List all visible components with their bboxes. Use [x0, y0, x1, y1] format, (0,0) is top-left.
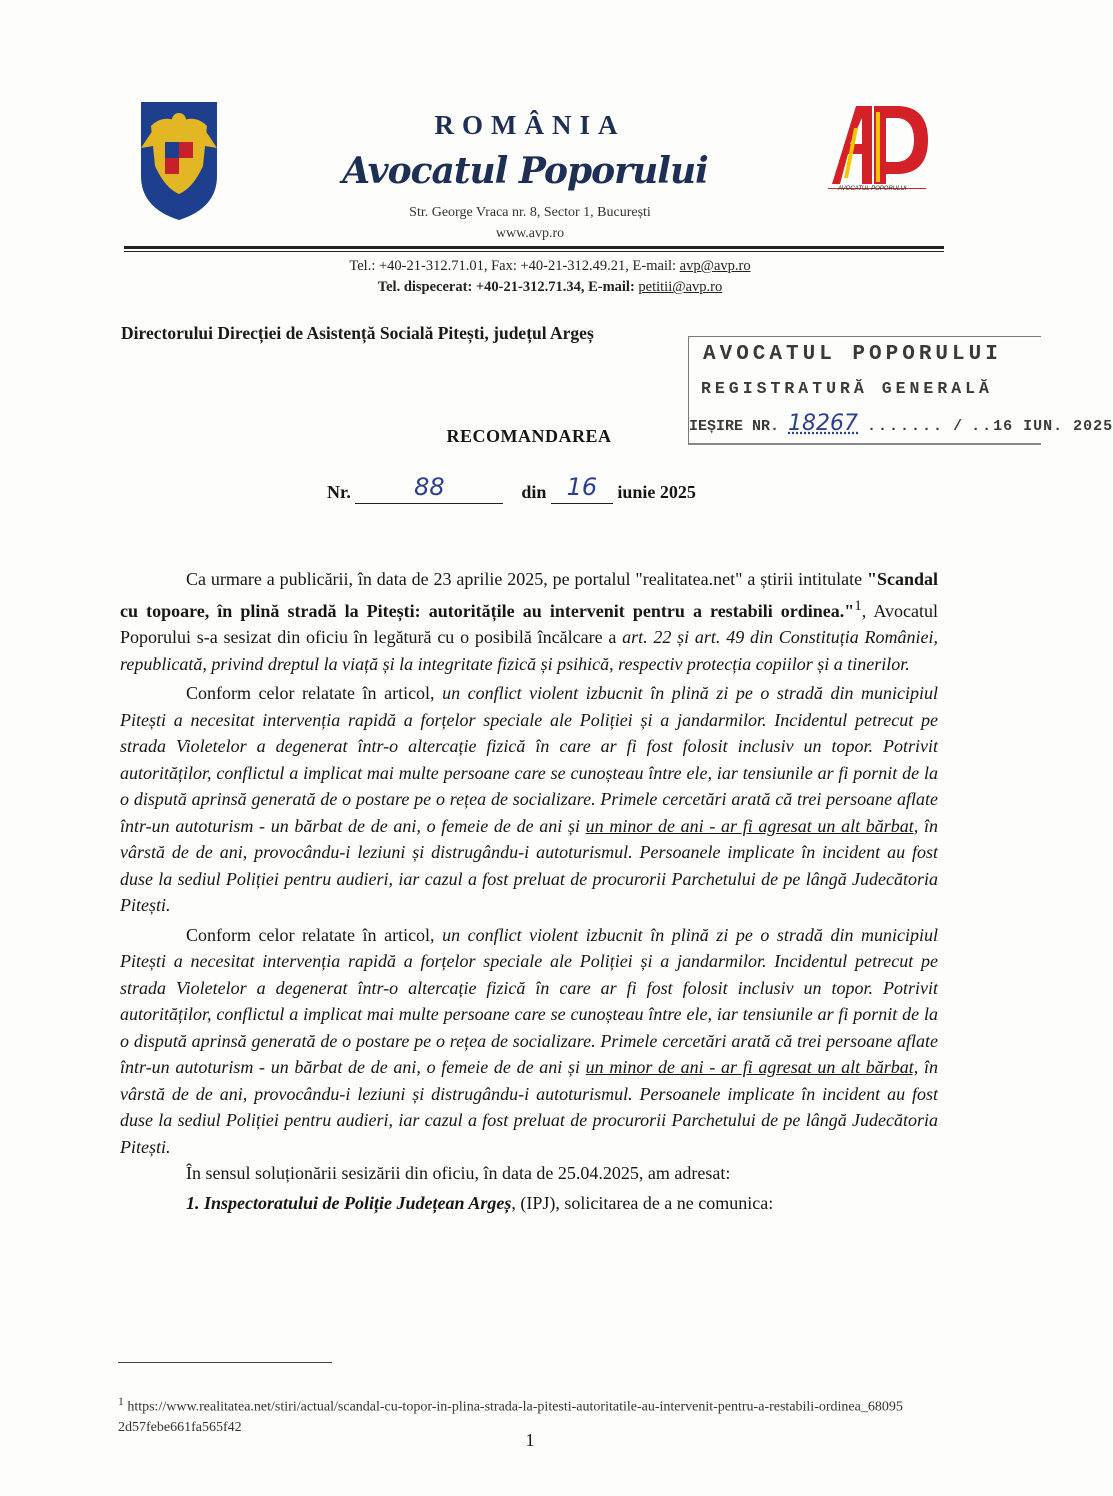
registration-line: [327, 473, 696, 504]
header-divider: [124, 246, 944, 249]
paragraph-intro: Ca urmare a publicării, în data de 23 aprilie 2025, pe portalul "realitatea.net" a știrii intitulate "Scandal cu topoare, în plină stradă la Pitești: autoritățile au intervenit pentru a restabili ordinea."$^1$, Avocatul Poporului s-a sesizat din oficiu în legătură cu o posibilă încălcare a art. 22 și art. 49 din Constituția României, republicată, privind dreptul la viață și la integritate fizică și psihică, respectiv protecția copiilor și a tinerilor.: [120, 569, 939, 674]
header-divider-thin: [124, 251, 944, 252]
registry-stamp: [688, 336, 1113, 445]
paragraph-actions: În sensul soluționării sesizării din oficiu, în data de 25.04.2025, am adresat:: [186, 1163, 731, 1183]
institution-name: Avocatul Poporului: [342, 150, 708, 192]
logo-caption: AVOCATUL POPORULUI: [838, 186, 907, 192]
contact-line-1: [240, 258, 860, 275]
petitions-email-link[interactable]: petitii@avp.ro: [638, 279, 723, 295]
avocatul-poporului-logo: [818, 98, 936, 202]
paragraph-article-summary: Conform celor relatate în articol, un conflict violent izbucnit în plină zi pe o stradă din municipiul Pitești a necesitat intervenția rapidă a forțelor speciale ale Poliției și a jandarmilor. Incidentul petrecut pe strada Violetelor a degenerat într-o altercație fizică în care ar fi fost folosit inclusiv un topor. Potrivit autorităților, conflictul a implicat mai multe persoane care se cunoșteau între ele, iar tensiunile ar fi pornit de la o dispută aprinsă generată de o postare pe o rețea de socializare. Primele cercetări arată că trei persoane aflate într-un autoturism - un bărbat de de ani, o femeie de de ani și un minor de ani - ar fi agresat un alt bărbat, în vârstă de de ani, provocându-i leziuni și distrugându-i autoturismul. Persoanele implicate în incident au fost duse la sediul Poliției pentru audieri, iar cazul a fost preluat de procurorii Parchetului de pe lângă Judecătoria Pitești.: [120, 683, 939, 915]
nr-field: [355, 473, 503, 504]
dispatcher-phone: Tel. dispecerat: +40-21-312.71.34, E-mail:: [377, 279, 639, 295]
institution-address: Str. George Vraca nr. 8, Sector 1, București: [409, 205, 651, 220]
institution-website: www.avp.ro: [495, 226, 565, 241]
document-body: [120, 566, 938, 1216]
contact-line-2: [240, 279, 860, 296]
stamp-line-2: REGISTRATURĂ GENERALĂ: [701, 379, 993, 398]
contact-phones: Tel.: +40-21-312.71.01, Fax: +40-21-312.49.21, E-mail:: [349, 258, 680, 274]
footnote: [118, 1392, 908, 1438]
din-label: din: [521, 482, 547, 502]
din-value: 16: [566, 473, 598, 501]
stamp-number: 18267: [788, 411, 859, 436]
stamp-date: 16 IUN. 2025: [993, 418, 1113, 435]
stamp-line-3: IEȘIRE NR. 18267 ....... / ..16 IUN. 2025: [689, 411, 1113, 436]
footnote-ref: 1: [854, 597, 862, 614]
month-year: iunie 2025: [617, 482, 696, 502]
addressee: Directorului Direcției de Asistență Socială Pitești, județul Argeș: [121, 323, 594, 343]
country-heading: ROMÂNIA: [434, 110, 626, 140]
paragraph-article-summary-repeat: Conform celor relatate în articol, un conflict violent izbucnit în plină zi pe o stradă din municipiul Pitești a necesitat intervenția rapidă a forțelor speciale ale Poliției și a jandarmilor. Incidentul petrecut pe strada Violetelor a degenerat într-o altercație fizică în care ar fi fost folosit inclusiv un topor. Potrivit autorităților, conflictul a implicat mai multe persoane care se cunoșteau între ele, iar tensiunile ar fi pornit de la o dispută aprinsă generată de o postare pe o rețea de socializare. Primele cercetări arată că trei persoane aflate într-un autoturism - un bărbat de de ani, o femeie de de ani și un minor de ani - ar fi agresat un alt bărbat, în vârstă de de ani, provocându-i leziuni și distrugându-i autoturismul. Persoanele implicate în incident au fost duse la sediul Poliției pentru audieri, iar cazul a fost preluat de procurorii Parchetului de pe lângă Judecătoria Pitești.: [120, 924, 939, 1157]
page-number: 1: [525, 1430, 535, 1450]
nr-value: 88: [414, 473, 445, 501]
nr-label: Nr.: [327, 482, 351, 502]
legal-reference: art. 22 și art. 49 din Constituția României, republicată, privind dreptul la viață și la integritate fizică și psihică, respectiv protecția copiilor și a tinerilor.: [120, 627, 939, 674]
footnote-mark: 1: [118, 1395, 124, 1408]
stamp-separator: /: [953, 418, 963, 435]
stamp-exit-label: IEȘIRE NR.: [689, 418, 780, 435]
din-field: [551, 473, 613, 504]
article-title: "Scandal cu topoare, în plină stradă la Pitești: autoritățile au intervenit pentru a restabili ordinea.": [120, 569, 938, 621]
footnote-divider: [118, 1362, 332, 1363]
coat-of-arms-icon: [133, 96, 225, 224]
document-title: RECOMANDAREA: [446, 426, 612, 446]
ipj-name: 1. Inspectoratului de Poliție Județean Argeș: [186, 1192, 512, 1213]
footnote-url[interactable]: https://www.realitatea.net/stiri/actual/scandal-cu-topor-in-plina-strada-la-pitesti-autoritatile-au-intervenit-pentru-a-restabili-ordinea_680952d57febe661fa565f42: [118, 1399, 903, 1435]
contact-email-link[interactable]: avp@avp.ro: [679, 258, 751, 274]
stamp-line-1: AVOCATUL POPORULUI: [703, 343, 1002, 366]
paragraph-ipj-request: 1. Inspectoratului de Poliție Județean Argeș, (IPJ), solicitarea de a ne comunica:: [186, 1192, 774, 1213]
